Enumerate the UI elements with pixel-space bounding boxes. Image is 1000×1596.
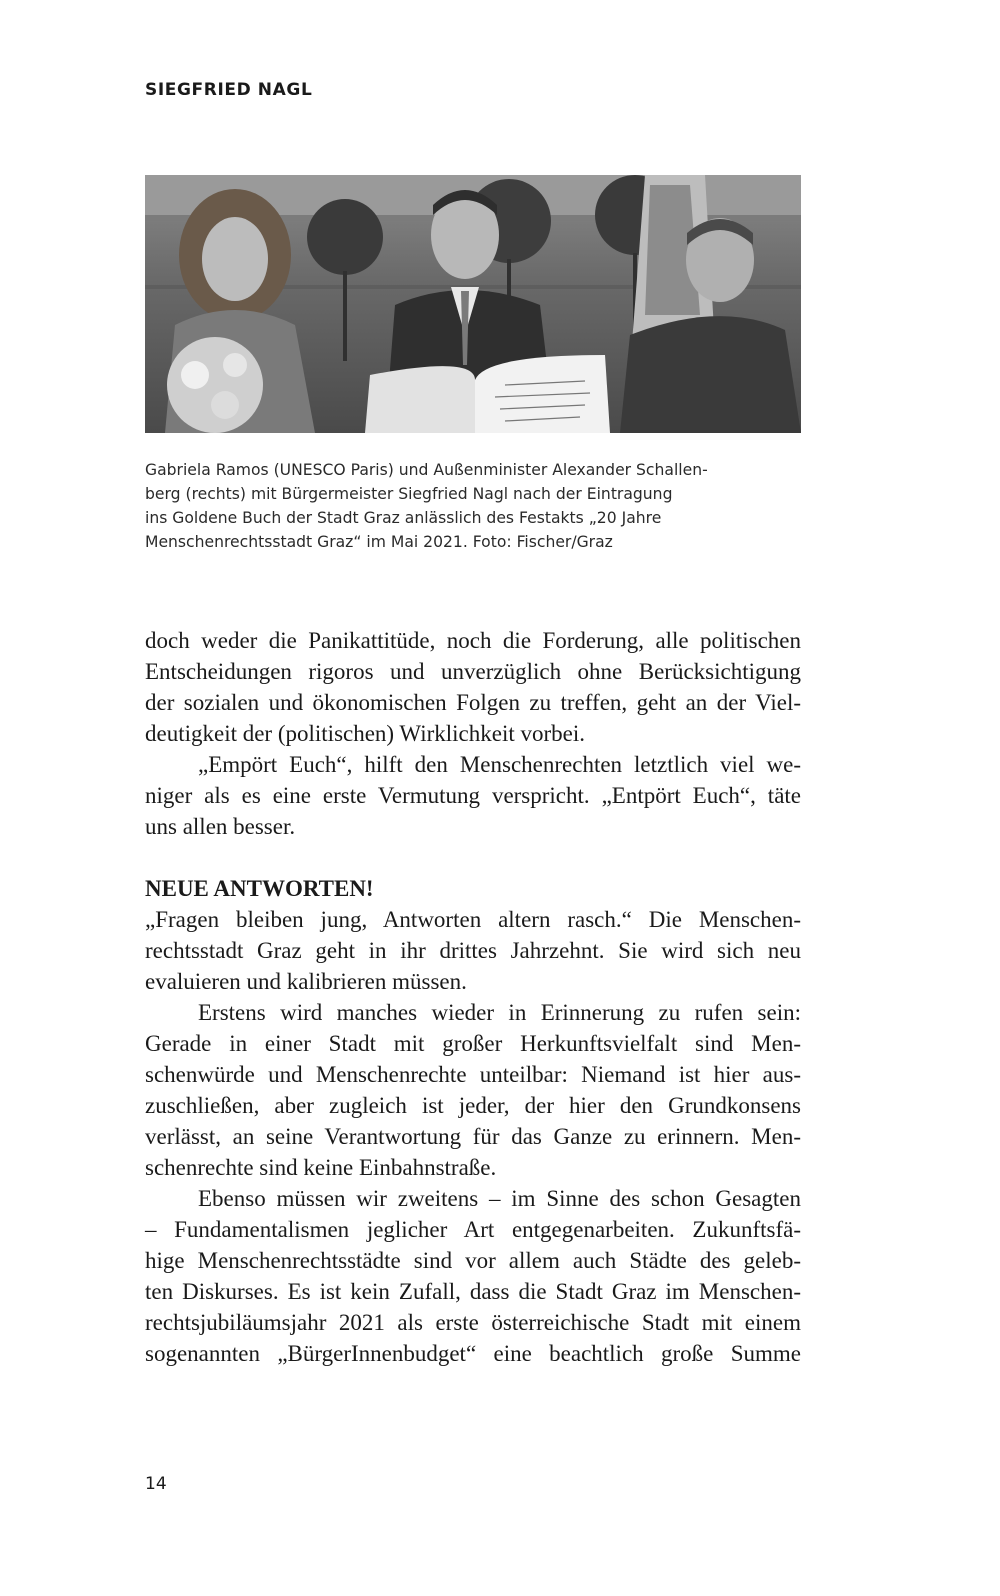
text-line: hige Menschenrechtsstädte sind vor allem auch Städte des geleb- (145, 1248, 801, 1273)
text-line: Gerade in einer Stadt mit großer Herkunftsvielfalt sind Men- (145, 1031, 801, 1056)
body-text (145, 625, 801, 842)
text-line: der sozialen und ökonomischen Folgen zu treffen, geht an der Viel- (145, 690, 801, 715)
text-line: uns allen besser. (145, 814, 296, 839)
text-line: – Fundamentalismen jeglicher Art entgegenarbeiten. Zukunftsfä- (145, 1217, 801, 1242)
text-line: Ebenso müssen wir zweitens – im Sinne des schon Gesagten (198, 1186, 801, 1211)
text-line: verlässt, an seine Verantwortung für das Ganze zu erinnern. Men- (145, 1124, 801, 1149)
body-text-section (145, 873, 801, 1369)
caption-line: Gabriela Ramos (UNESCO Paris) und Außenminister Alexander Schallen- (145, 461, 708, 479)
text-line: zuschließen, aber zugleich ist jeder, der hier den Grundkonsens (145, 1093, 801, 1118)
text-line: rechtsjubiläumsjahr 2021 als erste österreichische Stadt mit einem (145, 1310, 801, 1335)
text-line: deutigkeit der (politischen) Wirklichkeit vorbei. (145, 721, 585, 746)
paragraph (145, 749, 801, 842)
paragraph (145, 904, 801, 997)
caption-line: berg (rechts) mit Bürgermeister Siegfried Nagl nach der Eintragung (145, 485, 673, 503)
paragraph (145, 1183, 801, 1369)
text-line: ten Diskurses. Es ist kein Zufall, dass die Stadt Graz im Menschen- (145, 1279, 801, 1304)
paragraph (145, 625, 801, 749)
text-line: schenrechte sind keine Einbahnstraße. (145, 1155, 497, 1180)
caption-line: Menschenrechtsstadt Graz“ im Mai 2021. Foto: Fischer/Graz (145, 533, 613, 551)
photo-illustration (145, 175, 801, 433)
text-line: Entscheidungen rigoros und unverzüglich ohne Berücksichtigung (145, 659, 801, 684)
text-line: rechtsstadt Graz geht in ihr drittes Jahrzehnt. Sie wird sich neu (145, 938, 801, 963)
running-head: SIEGFRIED NAGL (145, 80, 313, 100)
paragraph (145, 997, 801, 1183)
text-line: Erstens wird manches wieder in Erinnerung zu rufen sein: (198, 1000, 801, 1025)
page-number: 14 (145, 1474, 167, 1494)
text-line: sogenannten „BürgerInnenbudget“ eine beachtlich große Summe (145, 1341, 801, 1366)
text-line: niger als es eine erste Vermutung verspricht. „Entpört Euch“, täte (145, 783, 801, 808)
text-line: doch weder die Panikattitüde, noch die Forderung, alle politischen (145, 628, 801, 653)
text-line: evaluieren und kalibrieren müssen. (145, 969, 467, 994)
text-line: schenwürde und Menschenrechte unteilbar: Niemand ist hier aus- (145, 1062, 801, 1087)
photo (145, 175, 801, 433)
section-heading: NEUE ANTWORTEN! (145, 876, 374, 901)
text-line: „Fragen bleiben jung, Antworten altern rasch.“ Die Menschen- (145, 907, 801, 932)
text-line: „Empört Euch“, hilft den Menschenrechten letztlich viel we- (198, 752, 801, 777)
photo-caption (145, 458, 805, 554)
caption-line: ins Goldene Buch der Stadt Graz anlässlich des Festakts „20 Jahre (145, 509, 662, 527)
